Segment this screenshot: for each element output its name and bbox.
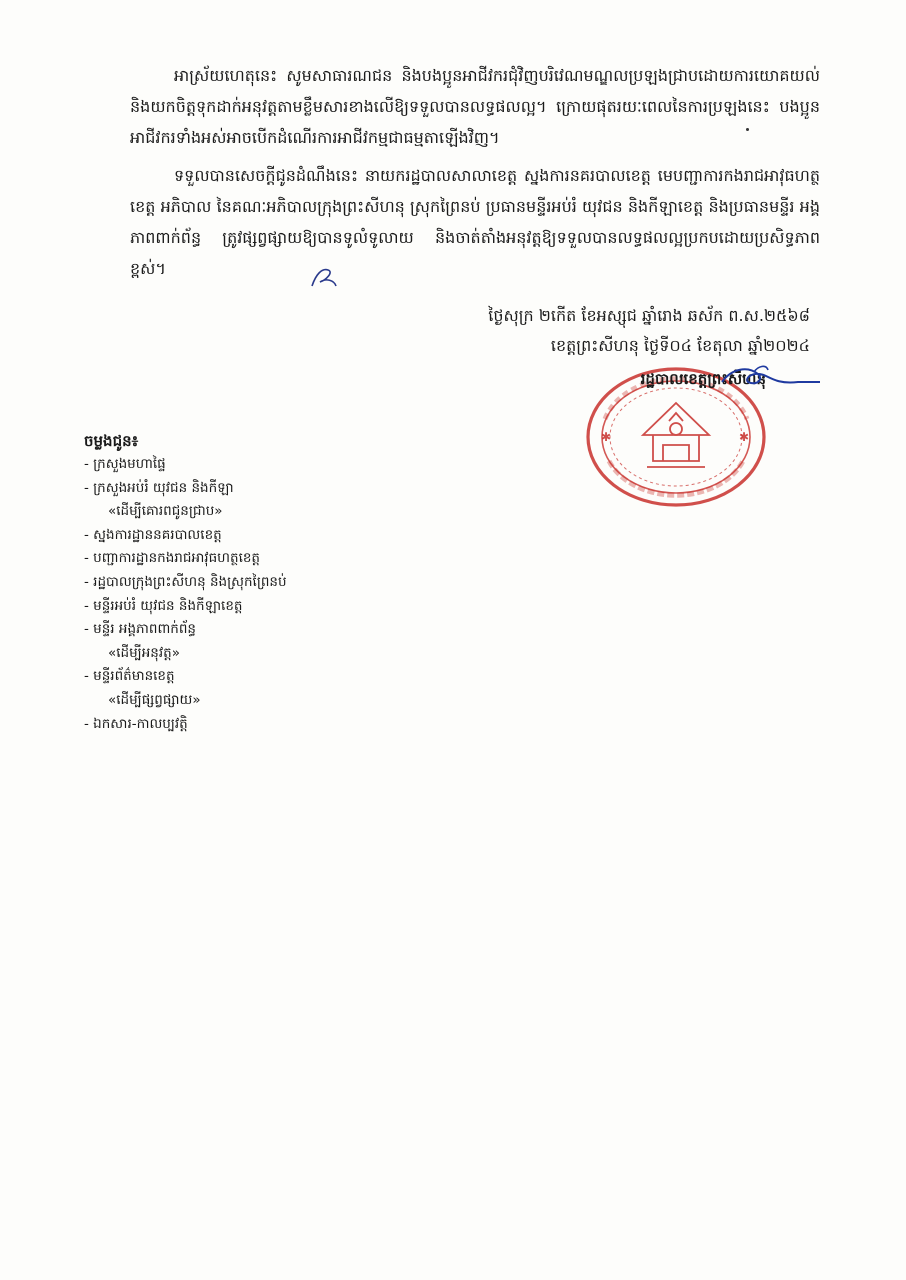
stray-mark: [746, 128, 749, 131]
list-item: - មន្ទីរព័ត៌មានខេត្ត: [84, 668, 175, 685]
list-item: - ស្នងការដ្ឋាននគរបាលខេត្ត: [84, 526, 222, 543]
list-item: - មន្ទីរអប់រំ យុវជន និងកីឡាខេត្ត: [84, 597, 243, 614]
list-item: - បញ្ជាការដ្ឋានកងរាជអាវុធហត្ថខេត្ត: [84, 550, 261, 567]
list-item: - ក្រសួងមហាផ្ទៃ: [84, 456, 166, 472]
body-paragraph-2: ទទួលបានសេចក្តីជូនដំណឹងនេះ នាយករដ្ឋបាលសាលាខេត្ត ស្នងការនគរបាលខេត្ត មេបញ្ជាការកងរាជអាវុធហត្ថខេត្ត អភិបាល នៃគណៈអភិបាលក្រុងព្រះសីហនុ ស្រុកព្រៃនប់ ប្រធានមន្ទីរអប់រំ យុវជន និងកីឡាខេត្ត និងប្រធានមន្ទីរ អង្គភាពពាក់ព័ន្ធ ត្រូវផ្សព្វផ្សាយឱ្យបានទូលំទូលាយ និងចាត់តាំងអនុវត្តឱ្យទទួលបានលទ្ធផលល្អប្រកបដោយប្រសិទ្ធភាពខ្ពស់។: [130, 166, 820, 278]
list-item: - ឯកសារ-កាលប្បវត្តិ: [84, 715, 188, 732]
signature-icon: [718, 362, 822, 392]
initial-mark-icon: [308, 264, 340, 290]
svg-text:✱: ✱: [739, 430, 750, 444]
distribution-heading: ចម្លងជូន៖: [84, 432, 139, 450]
signer-title: រដ្ឋបាលខេត្តព្រះសីហនុ: [640, 370, 766, 388]
list-item-note: «ដើម្បីផ្សព្វផ្សាយ»: [108, 691, 201, 708]
list-item: - រដ្ឋបាលក្រុងព្រះសីហនុ និងស្រុកព្រៃនប់: [84, 573, 287, 590]
list-item-note: «ដើម្បីអនុវត្ត»: [108, 644, 180, 661]
svg-text:✱: ✱: [601, 430, 612, 444]
list-item-note: «ដើម្បីគោរពជូនជ្រាប»: [108, 503, 223, 520]
distribution-list: [84, 453, 287, 736]
lunar-date: ថ្ងៃសុក្រ ២កើត ខែអស្សុជ ឆ្នាំរោង ឆស័ក ព.ស.២៥៦៨: [488, 306, 810, 325]
list-item: - ក្រសួងអប់រំ យុវជន និងកីឡា: [84, 479, 234, 496]
body-paragraph-1: អាស្រ័យហេតុនេះ សូមសាធារណជន និងបងប្អូនអាជីវករជុំវិញបរិវេណមណ្ឌលប្រឡងជ្រាបដោយការយោគយល់ និងយកចិត្តទុកដាក់អនុវត្តតាមខ្លឹមសារខាងលើឱ្យទទួលបានលទ្ធផលល្អ។ ក្រោយផុតរយៈពេលនៃការប្រឡងនេះ បងប្អូនអាជីវករទាំងអស់អាចបើកដំណើរការអាជីវកម្មជាធម្មតាឡើងវិញ។: [130, 66, 820, 147]
solar-date: ខេត្តព្រះសីហនុ ថ្ងៃទី០៤ ខែតុលា ឆ្នាំ២០២៤: [550, 336, 810, 355]
list-item: - មន្ទីរ អង្គភាពពាក់ព័ន្ធ: [84, 621, 197, 638]
